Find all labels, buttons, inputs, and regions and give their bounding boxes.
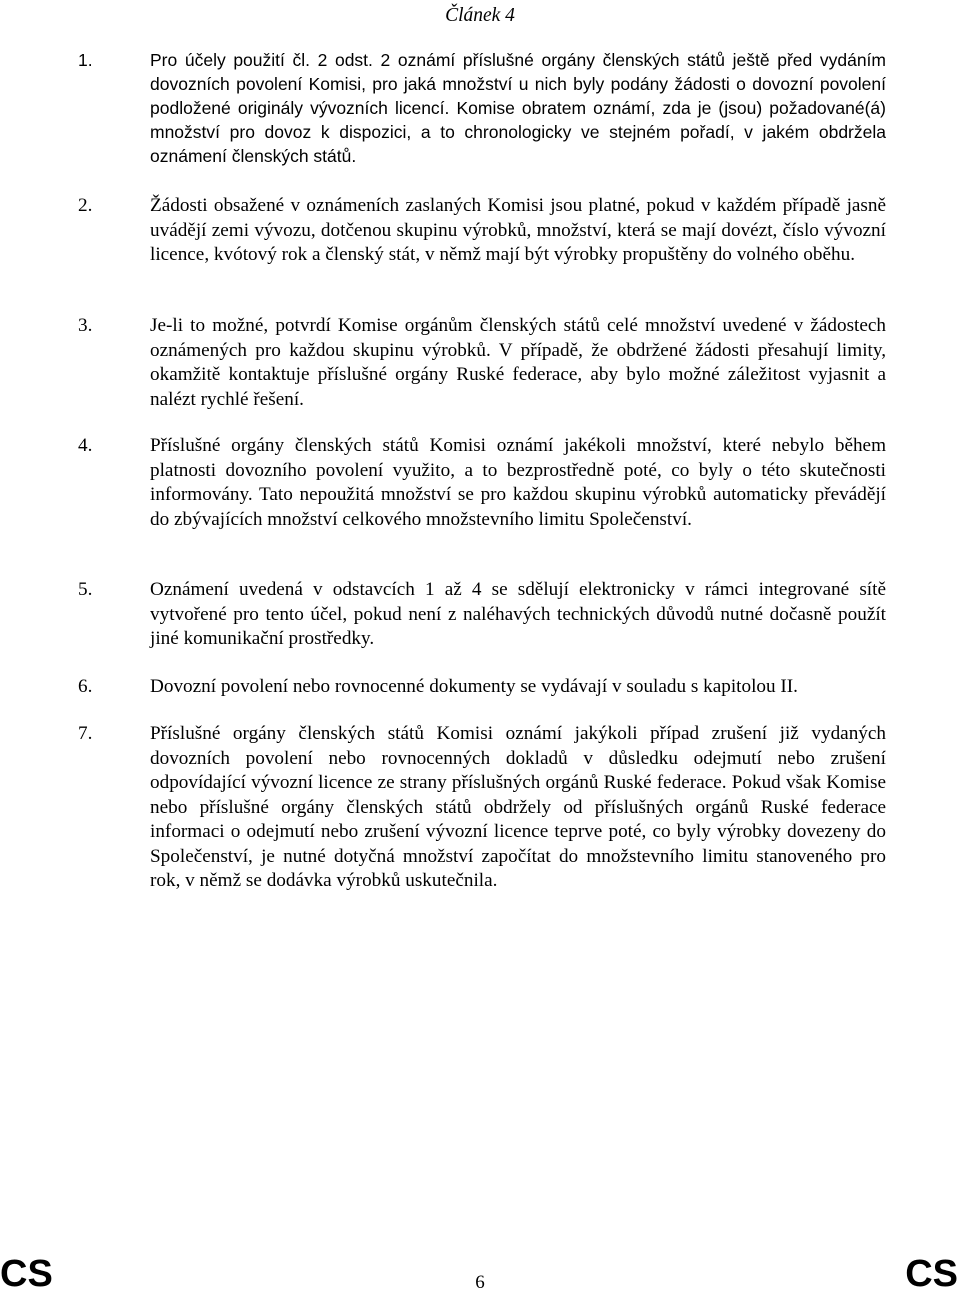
paragraph-text: Je-li to možné, potvrdí Komise orgánům členských států celé množství uvedené v žádostech oznámených pro každou skupinu výrobků. V případě, že obdržené žádosti přesahují limity, okamžitě kontaktuje příslušné orgány Ruské federace, aby bylo možné záležitost vyjasnit a nalézt rychlé řešení. bbox=[150, 315, 886, 410]
paragraph-number: 2. bbox=[78, 195, 93, 216]
paragraph-3 bbox=[78, 314, 886, 412]
paragraph-number: 7. bbox=[78, 723, 93, 744]
paragraph-number: 3. bbox=[78, 315, 93, 336]
paragraph-text: Žádosti obsažené v oznámeních zaslaných Komisi jsou platné, pokud v každém případě jasně uvádějí zemi vývozu, dotčenou skupinu výrobků, množství, která se mají dovézt, číslo vývozní licence, kvótový rok a členský stát, v němž mají být výrobky propuštěny do volného oběhu. bbox=[150, 195, 886, 265]
paragraph-number: 6. bbox=[78, 676, 93, 697]
article-title: Článek 4 bbox=[445, 5, 515, 26]
paragraph-text: Příslušné orgány členských států Komisi oznámí jakýkoli případ zrušení již vydaných dovozních povolení nebo rovnocenných dokladů v důsledku odejmutí nebo zrušení odpovídající vývozní licence ze strany příslušných orgánů Ruské federace. Pokud však Komise nebo příslušné orgány členských států obdržely od příslušných orgánů Ruské federace informaci o odejmutí nebo zrušení vývozní licence teprve poté, co byly výrobky dovezeny do Společenství, je nutné dotyčná množství započítat do množstevního limitu stanoveného pro rok, v němž se dodávka výrobků uskutečnila. bbox=[150, 723, 886, 891]
footer-language-right: CS bbox=[905, 1253, 958, 1295]
paragraph-number: 5. bbox=[78, 579, 93, 600]
paragraph-text: Oznámení uvedená v odstavcích 1 až 4 se sdělují elektronicky v rámci integrované sítě vytvořené pro tento účel, pokud není z naléhavých technických důvodů nutné dočasně použít jiné komunikační prostředky. bbox=[150, 579, 886, 649]
paragraph-text: Příslušné orgány členských států Komisi oznámí jakékoli množství, které nebylo během platnosti dovozního povolení využito, a to bezprostředně poté, co byly o této skutečnosti informovány. Tato nepoužitá množství se pro každou skupinu výrobků automaticky převádějí do zbývajících množství celkového množstevního limitu Společenství. bbox=[150, 435, 886, 530]
paragraph-text: Pro účely použití čl. 2 odst. 2 oznámí příslušné orgány členských států ještě před vydáním dovozních povolení Komisi, pro jaká množství u nich byly podány žádosti o dovozní povolení podložené originály vývozních licencí. Komise obratem oznámí, zda je (jsou) požadované(á) množství pro dovoz k dispozici, a to chronologicky ve stejném pořadí, v jakém obdržela oznámení členských států. bbox=[150, 50, 886, 166]
footer-language-left: CS bbox=[0, 1253, 53, 1295]
paragraph-number: 1. bbox=[78, 50, 93, 70]
paragraph-5 bbox=[78, 578, 886, 652]
paragraph-6 bbox=[78, 675, 886, 700]
page-number: 6 bbox=[475, 1272, 485, 1293]
paragraph-number: 4. bbox=[78, 435, 93, 456]
paragraph-7 bbox=[78, 722, 886, 894]
paragraph-2 bbox=[78, 194, 886, 268]
paragraph-text: Dovozní povolení nebo rovnocenné dokumenty se vydávají v souladu s kapitolou II. bbox=[150, 676, 798, 697]
paragraph-4 bbox=[78, 434, 886, 532]
paragraph-1 bbox=[78, 48, 886, 168]
